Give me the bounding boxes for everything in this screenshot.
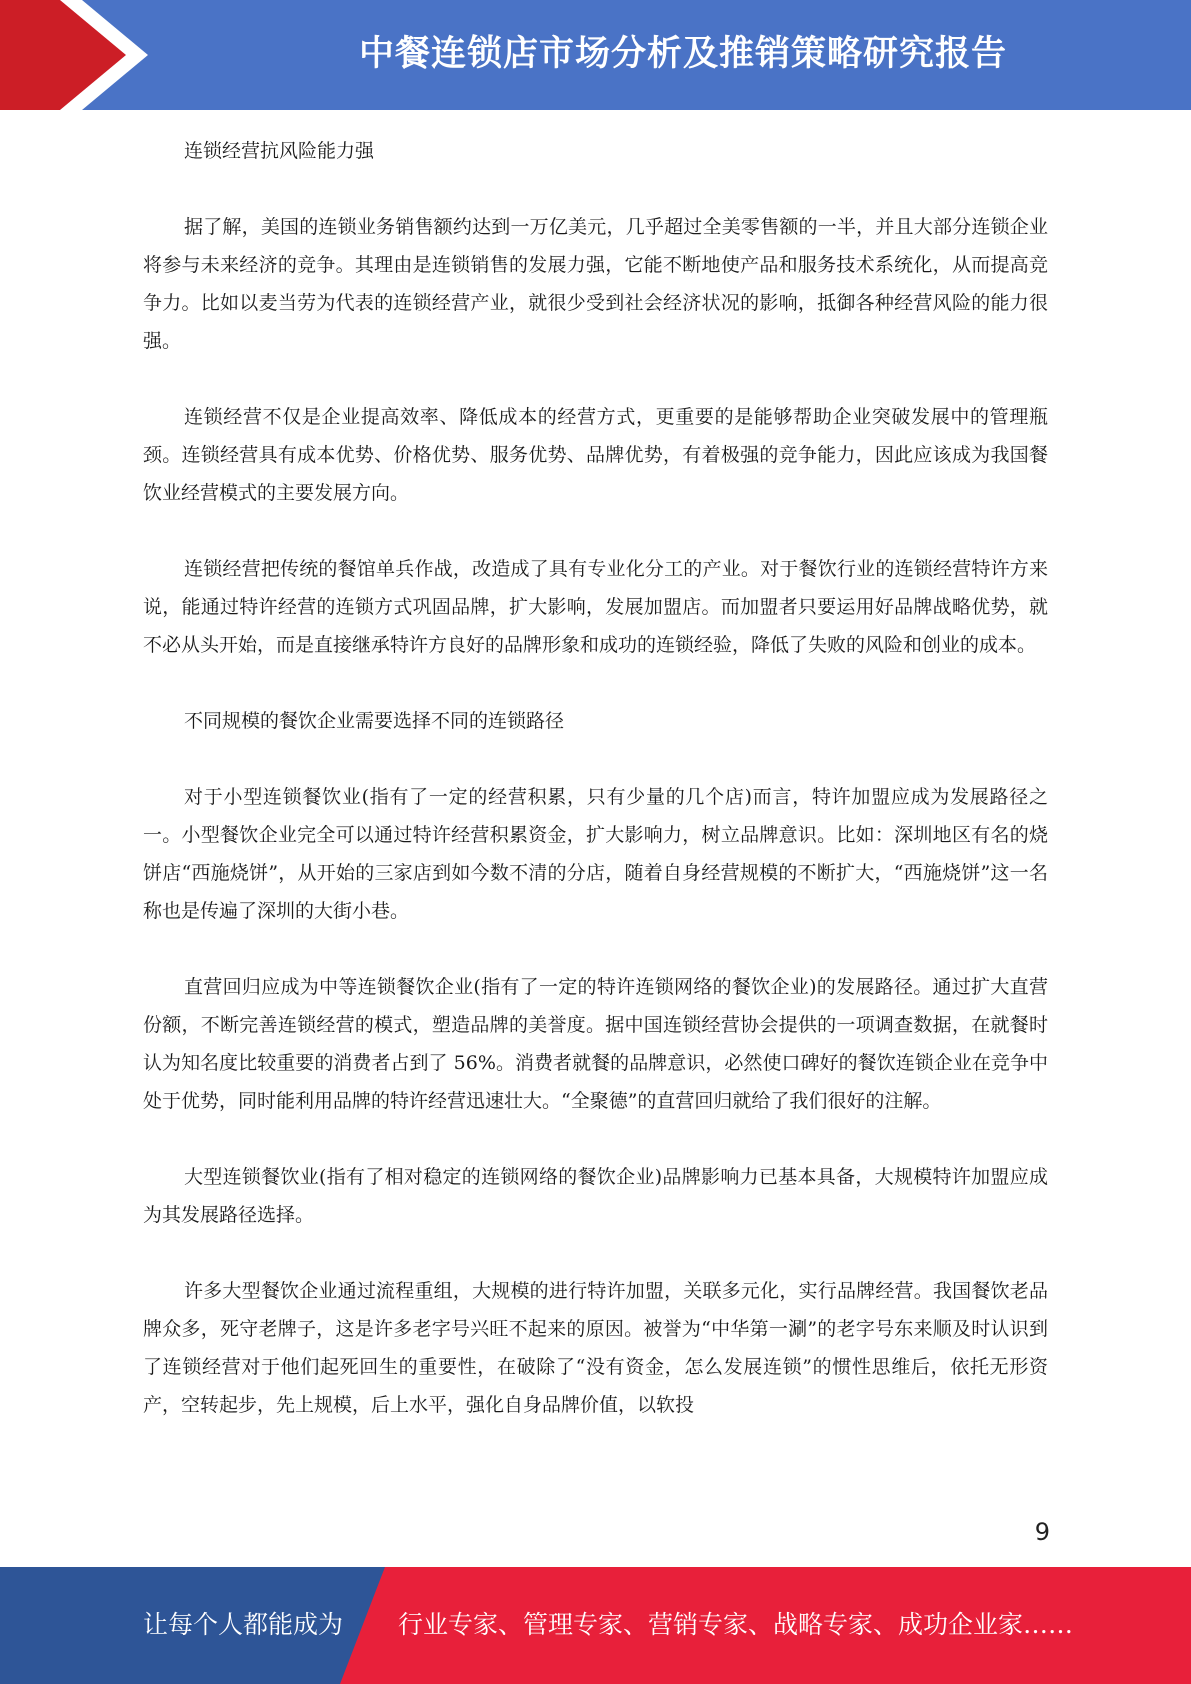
page-footer	[0, 1567, 1191, 1684]
paragraph: 大型连锁餐饮业(指有了相对稳定的连锁网络的餐饮企业)品牌影响力已基本具备，大规模特许加盟应成为其发展路径选择。	[143, 1166, 1048, 1226]
footer-slogan-left: 让每个人都能成为	[143, 1610, 344, 1639]
paragraph: 连锁经营抗风险能力强	[184, 140, 375, 162]
paragraph: 对于小型连锁餐饮业(指有了一定的经营积累，只有少量的几个店)而言，特许加盟应成为发展路径之一。小型餐饮企业完全可以通过特许经营积累资金，扩大影响力，树立品牌意识。比如：深圳地区有名的烧饼店“西施烧饼”，从开始的三家店到如今数不清的分店，随着自身经营规模的不断扩大，“西施烧饼”这一名称也是传遍了深圳的大街小巷。	[143, 786, 1048, 922]
paragraph: 连锁经营不仅是企业提高效率、降低成本的经营方式，更重要的是能够帮助企业突破发展中的管理瓶颈。连锁经营具有成本优势、价格优势、服务优势、品牌优势，有着极强的竞争能力，因此应该成为我国餐饮业经营模式的主要发展方向。	[143, 406, 1048, 504]
document-title: 中餐连锁店市场分析及推销策略研究报告	[358, 34, 1007, 74]
page-header	[0, 0, 1191, 110]
page-number: 9	[1034, 1518, 1050, 1546]
footer-slogan-right: 行业专家、管理专家、营销专家、战略专家、成功企业家……	[398, 1610, 1074, 1639]
paragraph: 不同规模的餐饮企业需要选择不同的连锁路径	[184, 710, 565, 732]
paragraph: 连锁经营把传统的餐馆单兵作战，改造成了具有专业化分工的产业。对于餐饮行业的连锁经营特许方来说，能通过特许经营的连锁方式巩固品牌，扩大影响，发展加盟店。而加盟者只要运用好品牌战略优势，就不必从头开始，而是直接继承特许方良好的品牌形象和成功的连锁经验，降低了失败的风险和创业的成本。	[143, 558, 1048, 656]
body-text	[143, 132, 1048, 1424]
paragraph: 许多大型餐饮企业通过流程重组，大规模的进行特许加盟，关联多元化，实行品牌经营。我国餐饮老品牌众多，死守老牌子，这是许多老字号兴旺不起来的原因。被誉为“中华第一涮”的老字号东来顺及时认识到了连锁经营对于他们起死回生的重要性，在破除了“没有资金，怎么发展连锁”的惯性思维后，依托无形资产，空转起步，先上规模，后上水平，强化自身品牌价值，以软投	[143, 1280, 1048, 1416]
paragraph: 据了解，美国的连锁业务销售额约达到一万亿美元，几乎超过全美零售额的一半，并且大部分连锁企业将参与未来经济的竞争。其理由是连锁销售的发展力强，它能不断地使产品和服务技术系统化，从而提高竞争力。比如以麦当劳为代表的连锁经营产业，就很少受到社会经济状况的影响，抵御各种经营风险的能力很强。	[143, 216, 1048, 352]
paragraph: 直营回归应成为中等连锁餐饮企业(指有了一定的特许连锁网络的餐饮企业)的发展路径。通过扩大直营份额，不断完善连锁经营的模式，塑造品牌的美誉度。据中国连锁经营协会提供的一项调查数据，在就餐时认为知名度比较重要的消费者占到了 56%。消费者就餐的品牌意识，必然使口碑好的餐饮连锁企业在竞争中处于优势，同时能利用品牌的特许经营迅速壮大。“全聚德”的直营回归就给了我们很好的注解。	[143, 976, 1048, 1112]
